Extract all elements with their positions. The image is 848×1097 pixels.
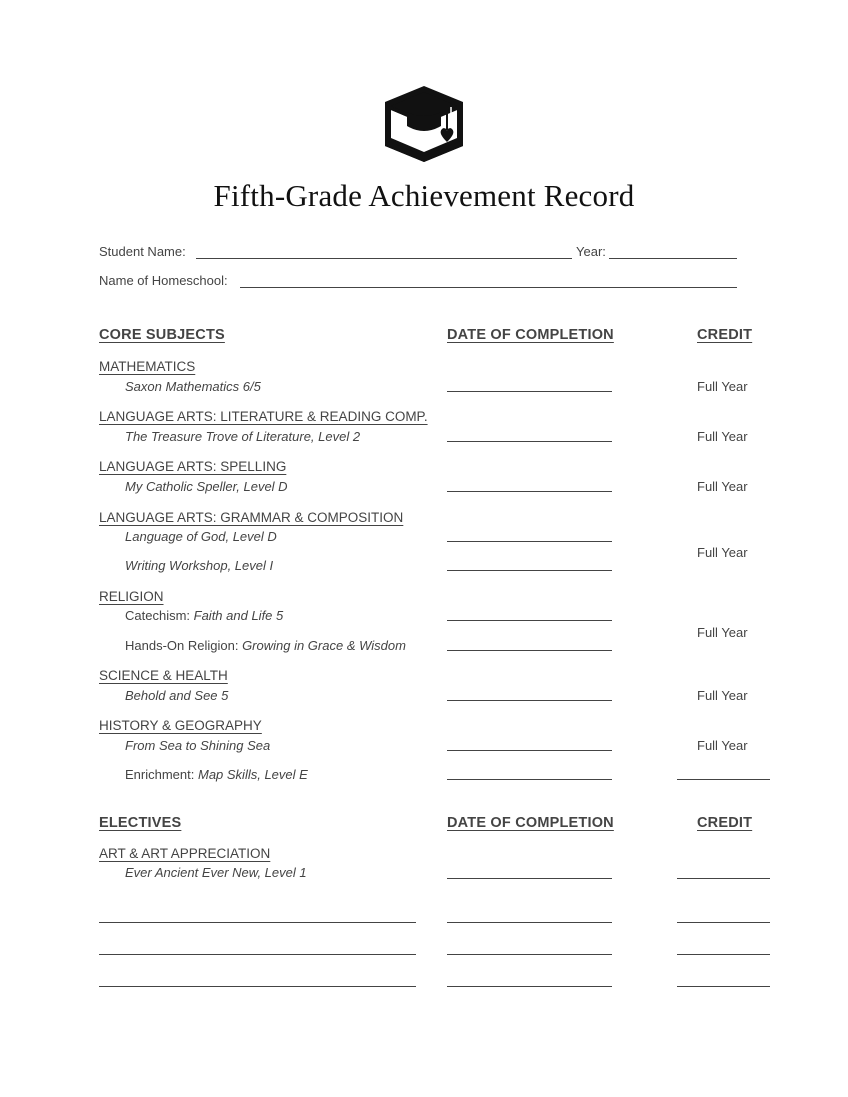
credit-value: Full Year <box>697 429 748 444</box>
elective-name-field[interactable] <box>99 954 416 955</box>
course-item: My Catholic Speller, Level D <box>125 479 288 494</box>
course-item: Saxon Mathematics 6/5 <box>125 379 261 394</box>
date-field[interactable] <box>447 750 612 751</box>
course-item: Hands-On Religion: Growing in Grace & Wisdom <box>125 638 406 653</box>
course-item: Ever Ancient Ever New, Level 1 <box>125 865 307 880</box>
section-science: SCIENCE & HEALTH <box>99 668 228 683</box>
date-field[interactable] <box>447 620 612 621</box>
date-field[interactable] <box>447 391 612 392</box>
homeschool-field[interactable] <box>240 287 737 288</box>
credit-value: Full Year <box>697 738 748 753</box>
elective-name-field[interactable] <box>99 986 416 987</box>
section-grammar: LANGUAGE ARTS: GRAMMAR & COMPOSITION <box>99 510 404 525</box>
date-field[interactable] <box>447 922 612 923</box>
course-item: Behold and See 5 <box>125 688 229 703</box>
page-title: Fifth-Grade Achievement Record <box>213 178 635 213</box>
date-field[interactable] <box>447 700 612 701</box>
credit-value: Full Year <box>697 379 748 394</box>
credit-field[interactable] <box>677 878 770 879</box>
course-item: The Treasure Trove of Literature, Level 2 <box>125 429 361 444</box>
date-field[interactable] <box>447 954 612 955</box>
electives-header: ELECTIVES <box>99 815 182 831</box>
section-spelling: LANGUAGE ARTS: SPELLING <box>99 459 287 474</box>
credit-header: CREDIT <box>697 327 753 343</box>
credit-header: CREDIT <box>697 815 753 831</box>
student-name-label: Student Name: <box>99 244 186 259</box>
section-art: ART & ART APPRECIATION <box>99 846 271 861</box>
credit-field[interactable] <box>677 986 770 987</box>
credit-value: Full Year <box>697 545 748 560</box>
year-label: Year: <box>576 244 606 259</box>
date-field[interactable] <box>447 570 612 571</box>
date-field[interactable] <box>447 541 612 542</box>
date-of-completion-header: DATE OF COMPLETION <box>447 815 614 831</box>
elective-name-field[interactable] <box>99 922 416 923</box>
credit-value: Full Year <box>697 688 748 703</box>
section-history: HISTORY & GEOGRAPHY <box>99 718 262 733</box>
graduation-cap-logo-icon <box>381 80 467 166</box>
homeschool-label: Name of Homeschool: <box>99 273 228 288</box>
course-item: Catechism: Faith and Life 5 <box>125 608 284 623</box>
date-field[interactable] <box>447 878 612 879</box>
credit-value: Full Year <box>697 625 748 640</box>
date-field[interactable] <box>447 491 612 492</box>
credit-field[interactable] <box>677 779 770 780</box>
credit-field[interactable] <box>677 954 770 955</box>
section-mathematics: MATHEMATICS <box>99 359 196 374</box>
credit-value: Full Year <box>697 479 748 494</box>
date-of-completion-header: DATE OF COMPLETION <box>447 327 614 343</box>
date-field[interactable] <box>447 650 612 651</box>
year-field[interactable] <box>609 258 737 259</box>
date-field[interactable] <box>447 441 612 442</box>
core-subjects-header: CORE SUBJECTS <box>99 327 225 343</box>
student-name-field[interactable] <box>196 258 572 259</box>
section-religion: RELIGION <box>99 589 164 604</box>
course-item: Writing Workshop, Level I <box>125 558 274 573</box>
date-field[interactable] <box>447 779 612 780</box>
course-item: From Sea to Shining Sea <box>125 738 271 753</box>
section-literature: LANGUAGE ARTS: LITERATURE & READING COMP. <box>99 409 428 424</box>
course-item: Language of God, Level D <box>125 529 277 544</box>
course-item: Enrichment: Map Skills, Level E <box>125 767 308 782</box>
date-field[interactable] <box>447 986 612 987</box>
credit-field[interactable] <box>677 922 770 923</box>
